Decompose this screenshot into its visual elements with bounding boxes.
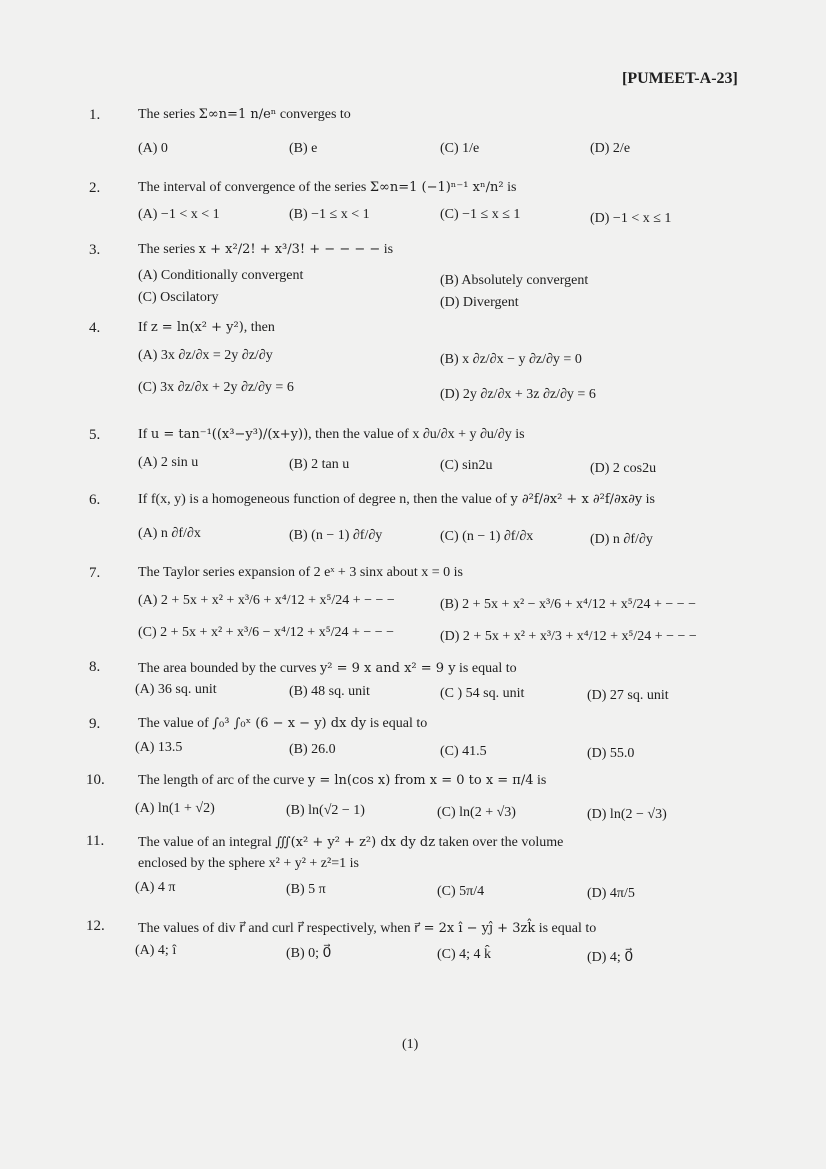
question-number: 9. — [89, 716, 101, 732]
option-c: (C) Oscilatory — [138, 290, 219, 305]
option-c: (C) sin2u — [440, 458, 493, 473]
option-b: (B) ln(√2 − 1) — [286, 803, 365, 818]
question-number: 4. — [89, 320, 101, 336]
question-number: 8. — [89, 659, 101, 675]
question-stem: The values of div r⃗ and curl r⃗ respectively, when r⃗ = 2x î − yĵ + 3zk̂ is equal to — [138, 921, 597, 936]
question-stem: The value of an integral ∭(x² + y² + z²) dx dy dz taken over the volume — [138, 835, 564, 850]
option-c: (C) 3x ∂z/∂x + 2y ∂z/∂y = 6 — [138, 380, 294, 395]
option-d: (D) 2 + 5x + x² + x³/3 + x⁴/12 + x⁵/24 + − − − — [440, 629, 697, 644]
option-a: (A) 4; î — [135, 943, 177, 958]
option-a: (A) 2 sin u — [138, 455, 199, 470]
option-c: (C) 5π/4 — [437, 884, 485, 899]
question-number: 11. — [86, 833, 105, 849]
question-number: 2. — [89, 180, 101, 196]
question-stem: If f(x, y) is a homogeneous function of degree n, then the value of y ∂²f/∂x² + x ∂²f/∂x∂y is — [138, 492, 656, 507]
option-d: (D) 4π/5 — [587, 886, 635, 901]
option-a: (A) 3x ∂z/∂x = 2y ∂z/∂y — [138, 348, 273, 363]
option-a: (A) 4 π — [135, 880, 176, 895]
question-stem: The value of ∫₀³ ∫₀ˣ (6 − x − y) dx dy is equal to — [138, 716, 428, 731]
option-a: (A) 36 sq. unit — [135, 682, 217, 697]
option-c: (C) (n − 1) ∂f/∂x — [440, 529, 534, 544]
option-a: (A) −1 < x < 1 — [138, 207, 220, 222]
option-b: (B) x ∂z/∂x − y ∂z/∂y = 0 — [440, 352, 582, 367]
option-a: (A) 0 — [138, 141, 168, 156]
option-b: (B) 2 + 5x + x² − x³/6 + x⁴/12 + x⁵/24 + − − − — [440, 597, 697, 612]
option-b: (B) 0; 0⃗ — [286, 946, 332, 961]
question-number: 1. — [89, 107, 101, 123]
question-stem-line2: enclosed by the sphere x² + y² + z²=1 is — [138, 856, 359, 871]
question-stem: The interval of convergence of the series Σ∞n=1 (−1)ⁿ⁻¹ xⁿ/n² is — [138, 180, 517, 195]
option-d: (D) 2/e — [590, 141, 631, 156]
option-b: (B) Absolutely convergent — [440, 273, 589, 288]
option-d: (D) −1 < x ≤ 1 — [590, 211, 672, 226]
question-number: 6. — [89, 492, 101, 508]
option-a: (A) 2 + 5x + x² + x³/6 + x⁴/12 + x⁵/24 + − − − — [138, 593, 395, 608]
option-a: (A) Conditionally convergent — [138, 268, 304, 283]
option-a: (A) n ∂f/∂x — [138, 526, 201, 541]
option-b: (B) 48 sq. unit — [289, 684, 370, 699]
question-stem: The area bounded by the curves y² = 9 x and x² = 9 y is equal to — [138, 661, 517, 676]
question-number: 10. — [86, 772, 105, 788]
question-stem: The Taylor series expansion of 2 eˣ + 3 sinx about x = 0 is — [138, 565, 463, 580]
option-b: (B) −1 ≤ x < 1 — [289, 207, 370, 222]
option-a: (A) ln(1 + √2) — [135, 801, 215, 816]
option-b: (B) 5 π — [286, 882, 326, 897]
option-b: (B) 26.0 — [289, 742, 336, 757]
question-stem: The length of arc of the curve y = ln(cos x) from x = 0 to x = π/4 is — [138, 773, 547, 788]
option-c: (C) −1 ≤ x ≤ 1 — [440, 207, 521, 222]
question-number: 3. — [89, 242, 101, 258]
paper-code: [PUMEET-A-23] — [622, 70, 738, 87]
option-d: (D) 2 cos2u — [590, 461, 657, 476]
option-b: (B) 2 tan u — [289, 457, 350, 472]
option-c: (C ) 54 sq. unit — [440, 686, 525, 701]
option-c: (C) 2 + 5x + x² + x³/6 − x⁴/12 + x⁵/24 + − − − — [138, 625, 395, 640]
option-d: (D) 4; 0⃗ — [587, 950, 634, 965]
question-stem: The series x + x²/2! + x³/3! + − − − − is — [138, 242, 394, 257]
option-d: (D) n ∂f/∂y — [590, 532, 653, 547]
option-a: (A) 13.5 — [135, 740, 183, 755]
question-number: 5. — [89, 427, 101, 443]
option-c: (C) ln(2 + √3) — [437, 805, 516, 820]
question-number: 12. — [86, 918, 105, 934]
option-d: (D) 2y ∂z/∂x + 3z ∂z/∂y = 6 — [440, 387, 596, 402]
option-d: (D) 27 sq. unit — [587, 688, 669, 703]
option-c: (C) 4; 4 k̂ — [437, 947, 492, 962]
option-c: (C) 41.5 — [440, 744, 487, 759]
option-b: (B) e — [289, 141, 318, 156]
question-stem: If z = ln(x² + y²), then — [138, 320, 275, 335]
question-stem: The series Σ∞n=1 n/eⁿ converges to — [138, 107, 351, 122]
option-d: (D) 55.0 — [587, 746, 635, 761]
option-c: (C) 1/e — [440, 141, 480, 156]
option-d: (D) ln(2 − √3) — [587, 807, 667, 822]
option-d: (D) Divergent — [440, 295, 519, 310]
option-b: (B) (n − 1) ∂f/∂y — [289, 528, 383, 543]
page-number: (1) — [402, 1037, 419, 1052]
question-number: 7. — [89, 565, 101, 581]
question-stem: If u = tan⁻¹((x³−y³)/(x+y)), then the value of x ∂u/∂x + y ∂u/∂y is — [138, 427, 525, 442]
